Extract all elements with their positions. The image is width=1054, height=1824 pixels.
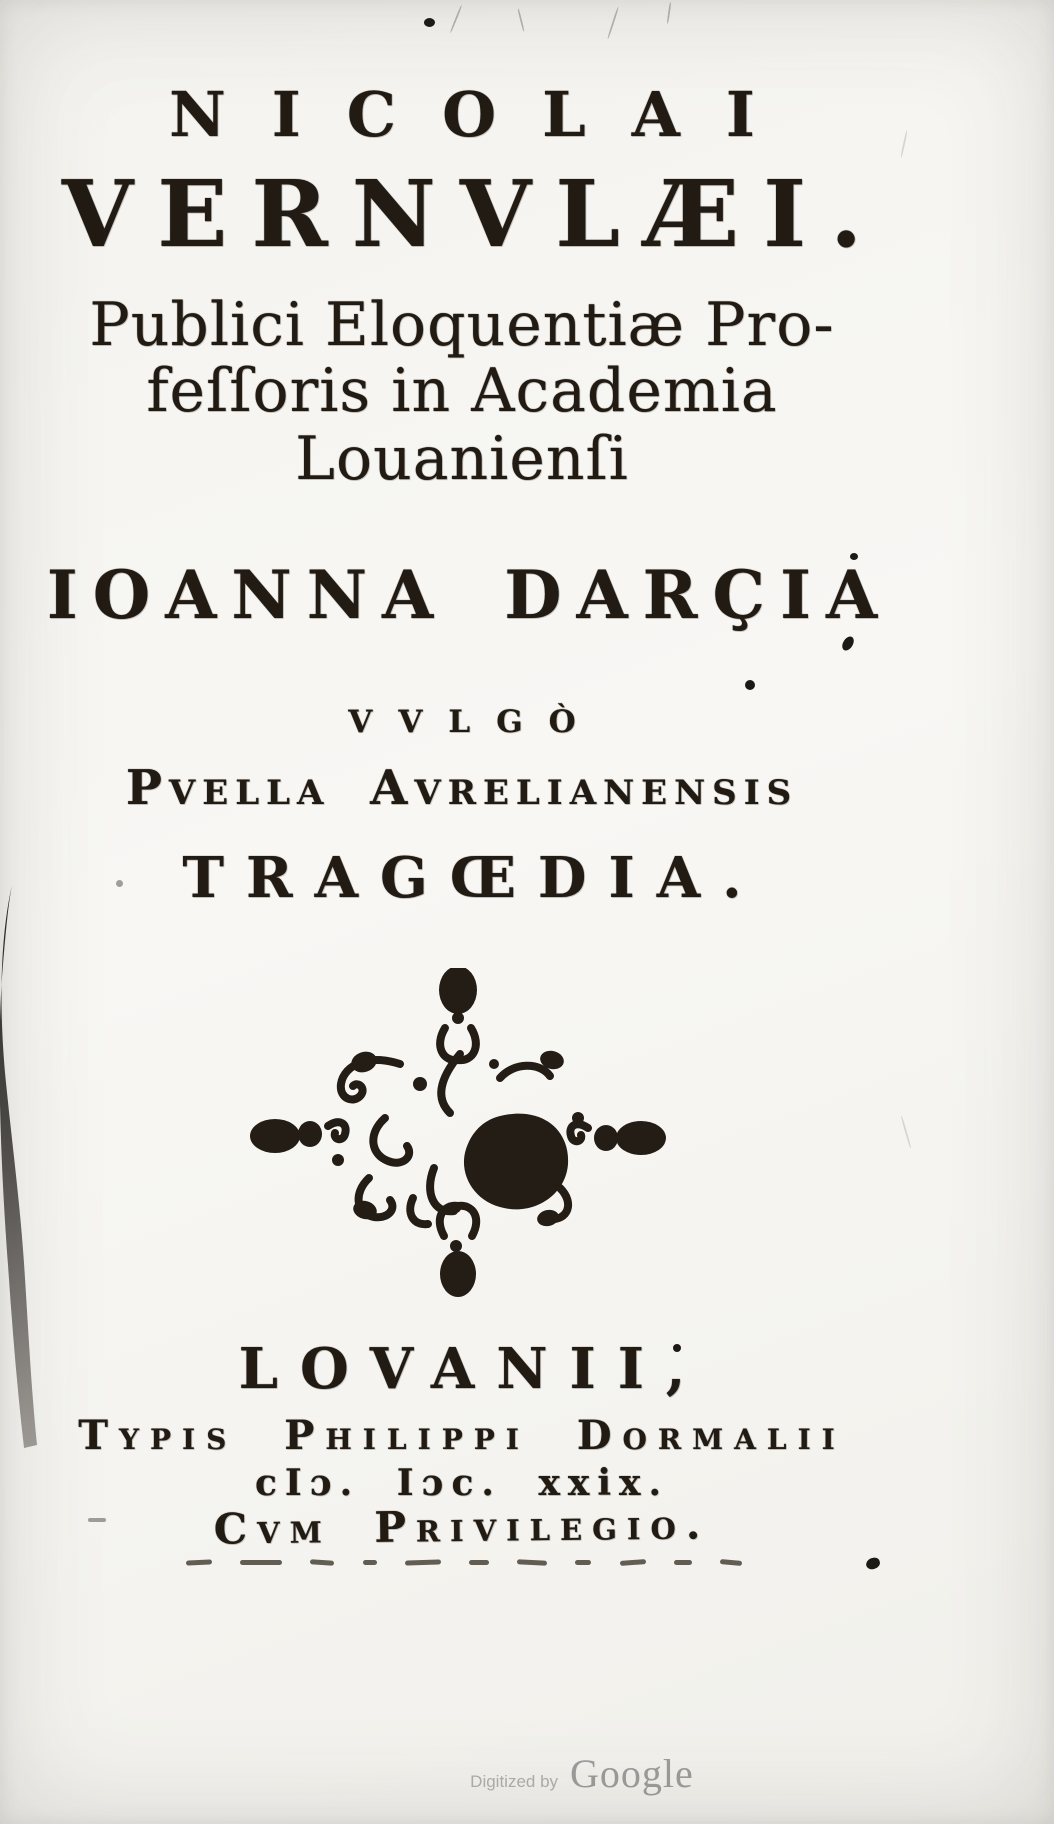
work-title: IOANNA DARÇIA — [46, 556, 893, 634]
google-logo: Google — [570, 1751, 694, 1796]
author-title-line-2: feſſoris in Academia — [146, 356, 778, 426]
ink-speck — [841, 635, 856, 653]
vulgo-line: vvlgò — [348, 692, 602, 743]
author-name-line-2: VERNVLÆI. — [61, 160, 887, 268]
author-title-line-1: Publici Eloquentiæ Pro- — [89, 290, 835, 360]
imprint-printer: Typis Philippi Dormalii — [78, 1412, 846, 1459]
author-title-line-3: Louanienſi — [295, 424, 629, 494]
pencil-mark — [449, 5, 462, 34]
digitization-watermark — [55, 1750, 1054, 1797]
imprint-date: cIɔ. Iɔc. xxix. — [254, 1462, 670, 1504]
author-name-line-1: NICOLAI — [169, 78, 801, 151]
alternate-title: Pvella Avrelianensis — [125, 760, 799, 816]
offset-ink-smudges — [186, 1558, 742, 1566]
ink-speck — [745, 680, 755, 690]
imprint-privilege: Cvm Privilegio. — [213, 1499, 711, 1554]
pencil-mark — [666, 2, 671, 24]
genre-line: TRAGŒDIA. — [182, 845, 764, 911]
watermark-prefix-label: Digitized by — [470, 1772, 559, 1791]
pencil-mark — [517, 8, 525, 32]
printer-ornament-icon — [248, 968, 668, 1298]
pencil-mark — [607, 7, 619, 40]
pencil-mark — [900, 1115, 911, 1148]
ink-speck — [865, 1556, 882, 1571]
ink-speck — [424, 18, 435, 27]
imprint-place: LOVANII, — [238, 1336, 708, 1402]
